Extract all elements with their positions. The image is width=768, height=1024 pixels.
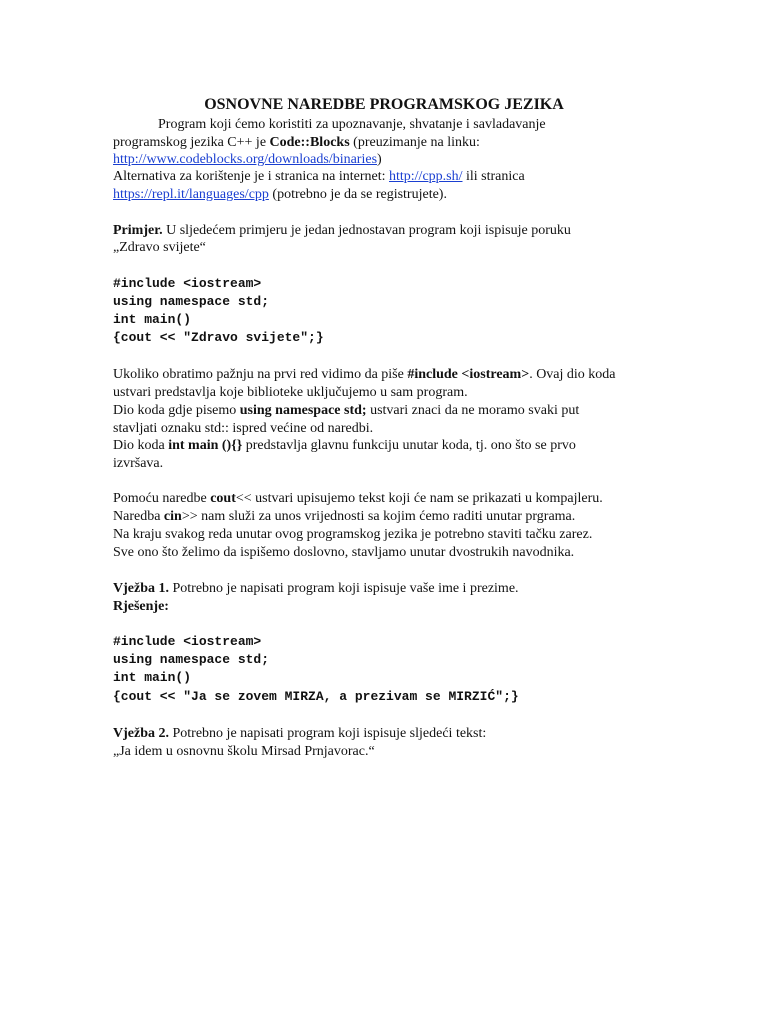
example-label: Primjer. <box>113 223 163 238</box>
code1-line-2: using namespace std; <box>113 294 270 309</box>
explain-line-1: Ukoliko obratimo pažnju na prvi red vidimo da piše #include <iostream>. Ovaj dio koda <box>113 367 616 382</box>
code2-line-4: {cout << "Ja se zovem MIRZA, a prezivam se MIRZIĆ";} <box>113 689 519 704</box>
intro-line-4: Alternativa za korištenje je i stranica na internet: http://cpp.sh/ ili stranica <box>113 169 525 184</box>
notes-line-1: Pomoću naredbe cout<< ustvari upisujemo tekst koji će nam se prikazati u kompajleru. <box>113 491 603 506</box>
code2-line-2: using namespace std; <box>113 652 270 667</box>
example-line-2: „Zdravo svijete“ <box>113 240 206 255</box>
explain-line-6: izvršava. <box>113 456 164 471</box>
code1-line-3: int main() <box>113 312 192 327</box>
codeblocks-name: Code::Blocks <box>269 135 350 150</box>
code2-line-1: #include <iostream> <box>113 634 262 649</box>
intro-line-1: Program koji ćemo koristiti za upoznavanje, shvatanje i savladavanje <box>158 117 546 132</box>
code1-line-1: #include <iostream> <box>113 276 262 291</box>
notes-line-2: Naredba cin>> nam služi za unos vrijednosti sa kojim ćemo raditi unutar prgrama. <box>113 509 576 524</box>
exercise2-label: Vježba 2. <box>113 726 169 741</box>
explain-line-5: Dio koda int main (){} predstavlja glavnu funkciju unutar koda, tj. ono što se prvo <box>113 438 576 453</box>
intro-line-5: https://repl.it/languages/cpp (potrebno je da se registrujete). <box>113 187 447 202</box>
code2-line-3: int main() <box>113 670 192 685</box>
intro-line-2: programskog jezika C++ je Code::Blocks (preuzimanje na linku: <box>113 135 480 150</box>
exercise1-line: Vježba 1. Potrebno je napisati program koji ispisuje vaše ime i prezime. <box>113 581 519 596</box>
notes-line-3: Na kraju svakog reda unutar ovog programskog jezika je potrebno staviti tačku zarez. <box>113 527 593 542</box>
repl-it-link[interactable]: https://repl.it/languages/cpp <box>113 187 269 202</box>
page-title: OSNOVNE NAREDBE PROGRAMSKOG JEZIKA <box>204 96 564 113</box>
exercise2-line: Vježba 2. Potrebno je napisati program koji ispisuje sljedeći tekst: <box>113 726 487 741</box>
exercise2-quote: „Ja idem u osnovnu školu Mirsad Prnjavorac.“ <box>113 744 375 759</box>
explain-line-3: Dio koda gdje pisemo using namespace std; ustvari znaci da ne moramo svaki put <box>113 403 580 418</box>
cpp-sh-link[interactable]: http://cpp.sh/ <box>389 169 463 184</box>
notes-line-4: Sve ono što želimo da ispišemo doslovno, stavljamo unutar dvostrukih navodnika. <box>113 545 575 560</box>
exercise1-label: Vježba 1. <box>113 581 169 596</box>
example-line-1: Primjer. U sljedećem primjeru je jedan jednostavan program koji ispisuje poruku <box>113 223 571 238</box>
intro-line-3: http://www.codeblocks.org/downloads/binaries) <box>113 152 382 167</box>
explain-line-4: stavljati oznaku std:: ispred većine od naredbi. <box>113 421 374 436</box>
solution-label: Rješenje: <box>113 599 169 614</box>
code1-line-4: {cout << "Zdravo svijete";} <box>113 330 324 345</box>
explain-line-2: ustvari predstavlja koje biblioteke uključujemo u sam program. <box>113 385 468 400</box>
codeblocks-link[interactable]: http://www.codeblocks.org/downloads/binaries <box>113 152 378 167</box>
